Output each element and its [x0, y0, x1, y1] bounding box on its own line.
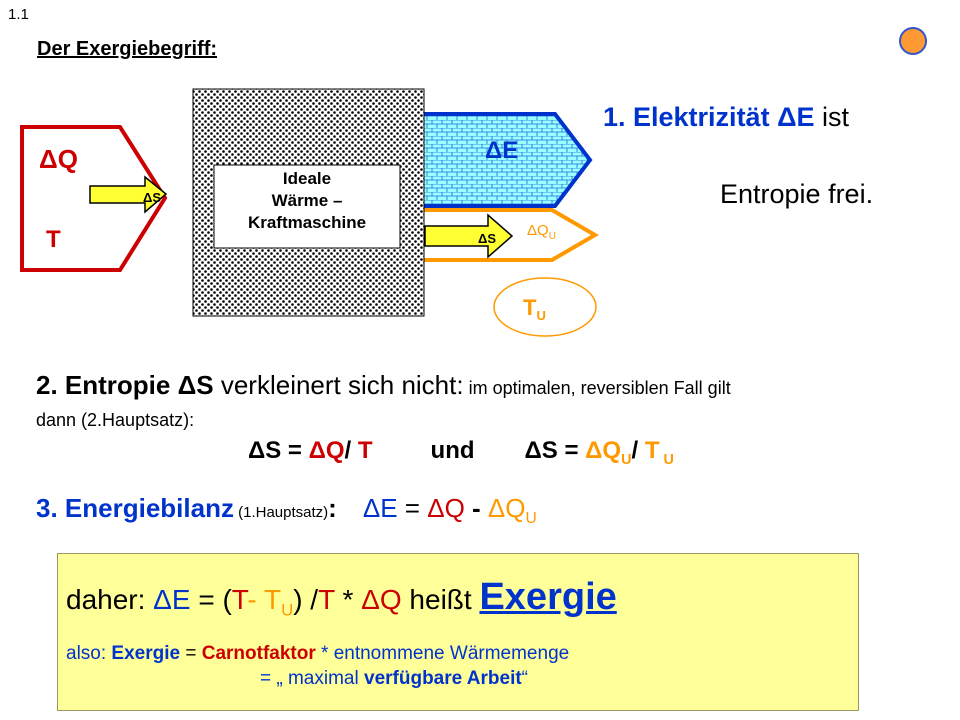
entropy-output-label: ΔS — [478, 231, 497, 246]
temperature-label: T — [46, 226, 61, 253]
conclusion-line-3: = „ maximal verfügbare Arbeit“ — [260, 668, 528, 689]
entropy-input-label: ΔS — [143, 190, 162, 205]
ambient-temperature-ellipse — [494, 278, 596, 336]
conclusion-line-2: also: Exergie = Carnotfaktor * entnommene Wärmemenge — [66, 643, 570, 664]
statement-2: 2. Entropie ΔS verkleinert sich nicht: im optimalen, reversiblen Fall gilt — [36, 370, 731, 400]
navigation-dot-icon[interactable] — [899, 27, 927, 55]
page-title: Der Exergiebegriff: — [37, 38, 218, 60]
ambient-temperature-label: $T_U$ — [523, 295, 546, 323]
statement-1-line2: Entropie frei. — [720, 179, 874, 209]
statement-2-line2: dann (2.Hauptsatz): — [36, 410, 195, 430]
heat-input-label: ΔQ — [39, 144, 78, 174]
waste-heat-label: $\Delta Q_U$ — [527, 222, 556, 242]
conclusion-line-1: daher: ΔE = (T- $T_U$) /T * ΔQ heißt Exergie — [66, 576, 617, 620]
slide-number: 1.1 — [8, 6, 29, 23]
statement-1: 1. Elektrizität ΔE ist — [603, 102, 849, 132]
machine-label: Ideale Wärme – Kraftmaschine — [247, 169, 367, 232]
entropy-equations: ΔS = ΔQ/ T und $\Delta S = \Delta Q_U/$ T $_U$ — [248, 437, 674, 468]
statement-3: 3. Energiebilanz (1.Hauptsatz): $\Delta E = \Delta Q - \Delta Q_U$ — [36, 493, 537, 528]
electricity-output-label: ΔE — [485, 137, 519, 164]
